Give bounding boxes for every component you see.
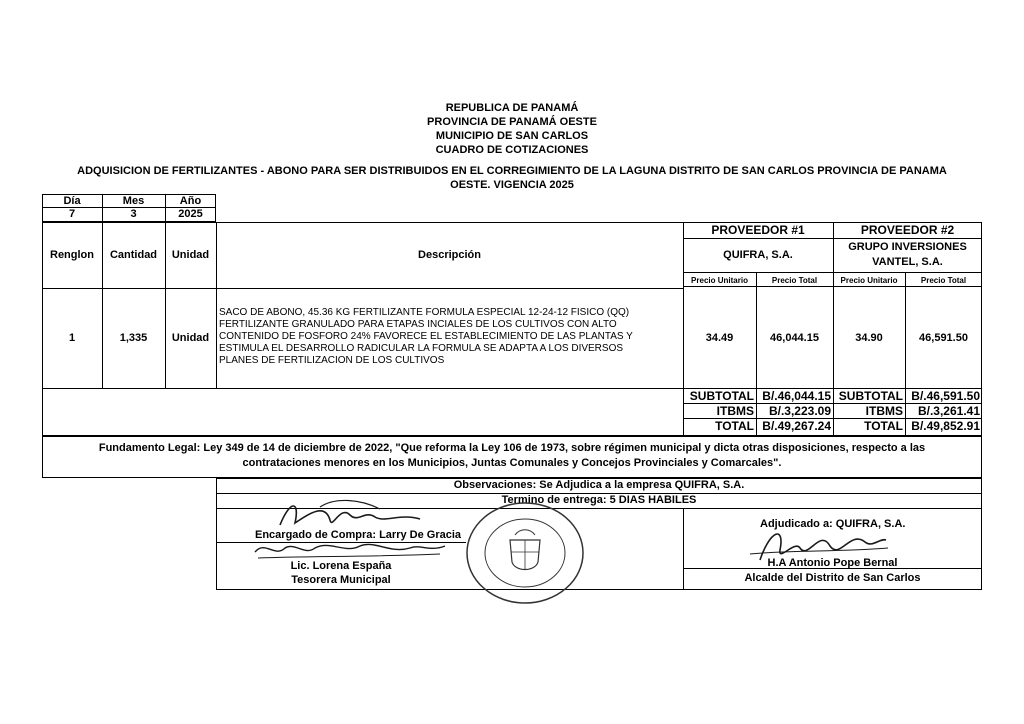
desc-line-1: SACO DE ABONO, 45.36 KG FERTILIZANTE FORMULA ESPECIAL 12-24-12 FISICO (QQ) bbox=[219, 307, 630, 318]
p2-unit-price-header: Precio Unitario bbox=[840, 276, 898, 285]
renglon-header: Renglon bbox=[50, 249, 94, 261]
adjudicado: Adjudicado a: QUIFRA, S.A. bbox=[760, 518, 906, 530]
encargado-compra: Encargado de Compra: Larry De Gracia bbox=[255, 529, 462, 541]
header-line-3: MUNICIPIO DE SAN CARLOS bbox=[435, 130, 589, 142]
row-cantidad: 1,335 bbox=[119, 332, 148, 344]
row-p2-unit: 34.90 bbox=[855, 332, 883, 344]
header-line-2: PROVINCIA DE PANAMÁ OESTE bbox=[427, 116, 597, 128]
cantidad-header: Cantidad bbox=[109, 249, 158, 261]
p1-itbms-label: ITBMS bbox=[716, 404, 754, 418]
ano-label: Año bbox=[179, 195, 202, 207]
p1-itbms: B/.3,223.09 bbox=[768, 404, 831, 418]
signature-larry bbox=[270, 495, 440, 535]
p2-itbms: B/.3,261.41 bbox=[917, 404, 980, 418]
proveedor2-name-line2: VANTEL, S.A. bbox=[872, 256, 943, 268]
municipal-seal-stamp bbox=[460, 500, 590, 606]
p2-total: B/.49,852.91 bbox=[911, 419, 980, 433]
descripcion-header: Descripción bbox=[418, 249, 481, 261]
p2-total-label: TOTAL bbox=[864, 419, 903, 433]
desc-line-5: PLANES DE FERTILIZACION DE LOS CULTIVOS bbox=[219, 355, 445, 366]
p1-total-label: TOTAL bbox=[715, 419, 754, 433]
signature-alcalde bbox=[740, 520, 890, 564]
p1-total-price-header: Precio Total bbox=[771, 276, 818, 285]
unidad-header: Unidad bbox=[171, 249, 210, 261]
ano-value: 2025 bbox=[178, 208, 203, 220]
p2-subtotal-label: SUBTOTAL bbox=[838, 389, 903, 403]
alcalde-name: H.A Antonio Pope Bernal bbox=[767, 557, 898, 569]
desc-line-3: CONTENIDO DE FOSFORO 24% FAVORECE EL ESTABLECIMIENTO DE LAS PLANTAS Y bbox=[219, 331, 633, 342]
proveedor1-name: QUIFRA, S.A. bbox=[723, 249, 793, 261]
legal-line-1: Fundamento Legal: Ley 349 de 14 de diciembre de 2022, "Que reforma la Ley 106 de 1973, sobre régimen municipal y dicta otras disposiciones, respecto a las bbox=[98, 442, 926, 454]
row-p2-total: 46,591.50 bbox=[919, 332, 968, 344]
p2-total-price-header: Precio Total bbox=[920, 276, 967, 285]
row-p1-unit: 34.49 bbox=[705, 332, 734, 344]
legal-line-2: contrataciones menores en los Municipios, Juntas Comunales y Concejos Provinciales y Comarcales". bbox=[242, 457, 782, 469]
header-line-4: CUADRO DE COTIZACIONES bbox=[435, 144, 589, 156]
observaciones: Observaciones: Se Adjudica a la empresa QUIFRA, S.A. bbox=[453, 479, 745, 491]
proveedor1-header: PROVEEDOR #1 bbox=[711, 223, 805, 237]
p2-itbms-label: ITBMS bbox=[865, 404, 903, 418]
header-line-1: REPUBLICA DE PANAMÁ bbox=[445, 102, 579, 114]
termino-entrega: Termino de entrega: 5 DIAS HABILES bbox=[501, 494, 697, 506]
signature-lorena bbox=[250, 538, 450, 562]
p1-subtotal: B/.46,044.15 bbox=[762, 389, 831, 403]
header-line-5: ADQUISICION DE FERTILIZANTES - ABONO PARA SER DISTRIBUIDOS EN EL CORREGIMIENTO DE LA LAGUNA DISTRITO DE SAN CARLOS PROVINCIA DE PANAMA bbox=[77, 165, 947, 177]
desc-line-4: ESTIMULA EL DESARROLLO RADICULAR LA FORMULA SE ADAPTA A LOS DIVERSOS bbox=[219, 343, 624, 354]
lorena-title: Tesorera Municipal bbox=[291, 574, 391, 586]
row-description bbox=[219, 307, 681, 367]
p1-subtotal-label: SUBTOTAL bbox=[689, 389, 754, 403]
dia-value: 7 bbox=[68, 208, 76, 220]
lorena-name: Lic. Lorena España bbox=[290, 560, 392, 572]
dia-label: Día bbox=[63, 195, 81, 207]
header-line-6: OESTE. VIGENCIA 2025 bbox=[450, 179, 574, 191]
row-unidad: Unidad bbox=[171, 332, 210, 344]
alcalde-title: Alcalde del Distrito de San Carlos bbox=[744, 572, 921, 584]
p1-unit-price-header: Precio Unitario bbox=[691, 276, 748, 285]
proveedor2-name-line1: GRUPO INVERSIONES bbox=[848, 241, 967, 253]
proveedor2-header: PROVEEDOR #2 bbox=[860, 223, 955, 237]
mes-label: Mes bbox=[122, 195, 145, 207]
desc-line-2: FERTILIZANTE GRANULADO PARA ETAPAS INCIALES DE LOS CULTIVOS CON ALTO bbox=[219, 319, 617, 330]
p2-subtotal: B/.46,591.50 bbox=[911, 389, 980, 403]
row-renglon: 1 bbox=[68, 332, 76, 344]
mes-value: 3 bbox=[130, 208, 137, 220]
row-p1-total: 46,044.15 bbox=[770, 332, 819, 344]
p1-total: B/.49,267.24 bbox=[762, 419, 831, 433]
